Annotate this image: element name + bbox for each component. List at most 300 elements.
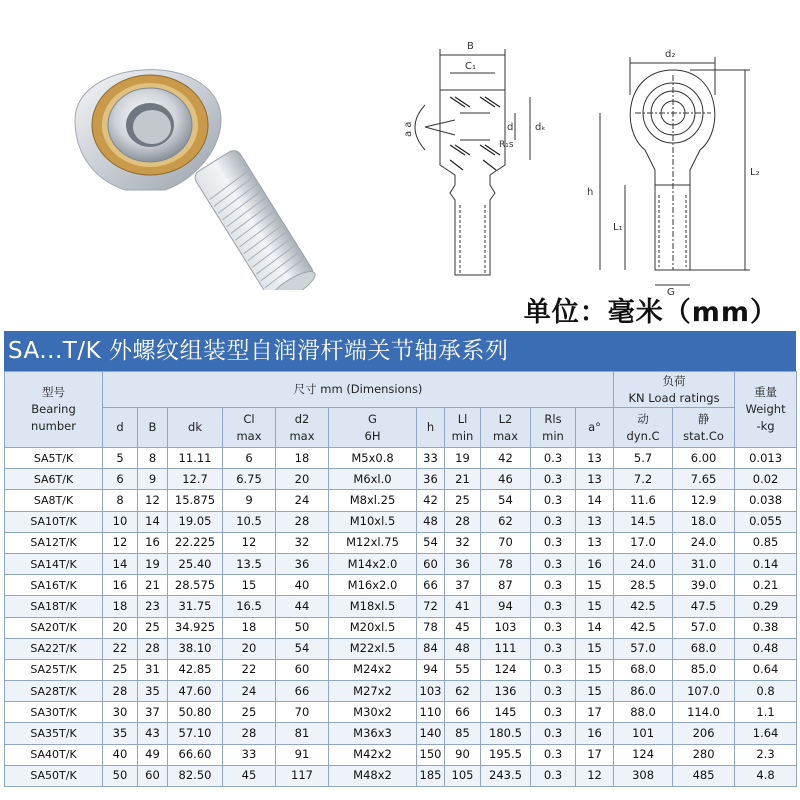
cell-rls: 0.3 [531,702,576,723]
cell-rls: 0.3 [531,575,576,596]
cell-rls: 0.3 [531,638,576,659]
cell-ll: 32 [445,532,481,553]
cell-d: 30 [103,702,138,723]
cell-a: 15 [576,681,614,702]
cell-d2: 81 [276,723,329,744]
header-ll [445,408,481,448]
cell-dk: 19.05 [168,511,223,532]
cell-d: 8 [103,490,138,511]
table-row [5,702,797,723]
header-dimensions: 尺寸 mm (Dimensions) [103,372,614,408]
header-h: h [417,408,445,448]
cell-model: SA14T/K [5,553,103,574]
cell-h: 185 [417,765,445,786]
cell-model: SA12T/K [5,532,103,553]
cell-d: 14 [103,553,138,574]
header-rls [531,408,576,448]
cell-cl: 10.5 [223,511,276,532]
cell-cl: 20 [223,638,276,659]
cell-dk: 50.80 [168,702,223,723]
cell-rls: 0.3 [531,490,576,511]
cell-G: M16x2.0 [329,575,417,596]
header-l2-2: max [492,428,519,443]
cell-l2: 243.5 [481,765,531,786]
label-d: d [507,122,514,133]
cell-rls: 0.3 [531,553,576,574]
cell-a: 14 [576,617,614,638]
cell-model: SA50T/K [5,765,103,786]
cell-stat: 114.0 [673,702,735,723]
cell-stat: 24.0 [673,532,735,553]
illustration-area [0,0,800,335]
cell-cl: 24 [223,681,276,702]
cell-cl: 6 [223,448,276,469]
cell-weight: 0.64 [735,659,797,680]
cell-rls: 0.3 [531,448,576,469]
cell-cl: 13.5 [223,553,276,574]
cell-B: 16 [138,532,168,553]
spec-table-body [5,448,797,787]
cell-d2: 60 [276,659,329,680]
table-row [5,511,797,532]
cell-h: 150 [417,744,445,765]
cell-cl: 22 [223,659,276,680]
cell-l2: 103 [481,617,531,638]
cell-G: M6xl.0 [329,469,417,490]
cell-d: 20 [103,617,138,638]
cell-a: 17 [576,744,614,765]
header-B: B [138,408,168,448]
header-weight-cn: 重量 [754,385,778,399]
cell-l2: 54 [481,490,531,511]
cell-weight: 0.055 [735,511,797,532]
rod-end-photo [55,40,345,290]
cell-model: SA35T/K [5,723,103,744]
cell-model: SA30T/K [5,702,103,723]
cell-rls: 0.3 [531,596,576,617]
cell-h: 48 [417,511,445,532]
cell-G: M36x3 [329,723,417,744]
table-row [5,659,797,680]
cell-h: 42 [417,490,445,511]
label-C1: C₁ [465,61,476,72]
header-dyn [614,408,673,448]
cell-weight: 0.21 [735,575,797,596]
cell-G: M20xl.5 [329,617,417,638]
cell-model: SA8T/K [5,490,103,511]
header-d2 [276,408,329,448]
header-dyn-2: dyn.C [626,428,660,443]
cell-ll: 55 [445,659,481,680]
cell-B: 43 [138,723,168,744]
cell-d: 12 [103,532,138,553]
cell-rls: 0.3 [531,681,576,702]
cell-B: 35 [138,681,168,702]
cell-model: SA28T/K [5,681,103,702]
cell-d: 18 [103,596,138,617]
cell-model: SA16T/K [5,575,103,596]
cell-B: 8 [138,448,168,469]
header-G-1: G [368,411,377,426]
cell-B: 60 [138,765,168,786]
cell-B: 21 [138,575,168,596]
cell-stat: 68.0 [673,638,735,659]
cell-dk: 25.40 [168,553,223,574]
cell-B: 28 [138,638,168,659]
cell-B: 14 [138,511,168,532]
cell-a: 15 [576,575,614,596]
cell-l2: 111 [481,638,531,659]
cell-a: 12 [576,765,614,786]
cell-stat: 280 [673,744,735,765]
cell-a: 15 [576,596,614,617]
cell-B: 12 [138,490,168,511]
header-d: d [103,408,138,448]
cell-ll: 19 [445,448,481,469]
cell-dk: 28.575 [168,575,223,596]
cell-dyn: 88.0 [614,702,673,723]
cell-h: 60 [417,553,445,574]
cell-model: SA22T/K [5,638,103,659]
cell-h: 78 [417,617,445,638]
cell-rls: 0.3 [531,744,576,765]
cell-dk: 34.925 [168,617,223,638]
cell-d: 35 [103,723,138,744]
header-stat [673,408,735,448]
cell-h: 36 [417,469,445,490]
cell-d2: 117 [276,765,329,786]
cell-G: M30x2 [329,702,417,723]
cell-cl: 9 [223,490,276,511]
cell-a: 14 [576,490,614,511]
cell-weight: 0.8 [735,681,797,702]
cell-G: M48x2 [329,765,417,786]
cell-dk: 57.10 [168,723,223,744]
cell-dyn: 124 [614,744,673,765]
cell-d2: 54 [276,638,329,659]
cell-dyn: 42.5 [614,596,673,617]
cell-stat: 107.0 [673,681,735,702]
table-row [5,617,797,638]
header-a: a° [576,408,614,448]
cell-cl: 28 [223,723,276,744]
header-model [5,372,103,448]
cell-rls: 0.3 [531,659,576,680]
cell-G: M22xl.5 [329,638,417,659]
cell-rls: 0.3 [531,617,576,638]
cell-B: 23 [138,596,168,617]
cell-weight: 0.29 [735,596,797,617]
header-load-en: KN Load ratings [628,390,720,405]
header-G [329,408,417,448]
label-L2: L₂ [750,167,760,178]
cell-ll: 62 [445,681,481,702]
cell-dk: 66.60 [168,744,223,765]
header-rls-1: Rls [544,411,562,426]
header-model-cn: 型号 [42,385,65,399]
cell-a: 16 [576,553,614,574]
cell-dk: 15.875 [168,490,223,511]
cell-d: 10 [103,511,138,532]
cell-l2: 94 [481,596,531,617]
cell-ll: 36 [445,553,481,574]
cell-G: M12xl.75 [329,532,417,553]
table-row [5,765,797,786]
cell-ll: 28 [445,511,481,532]
cell-dk: 22.225 [168,532,223,553]
cell-dyn: 28.5 [614,575,673,596]
cell-dyn: 68.0 [614,659,673,680]
cell-ll: 25 [445,490,481,511]
cell-stat: 7.65 [673,469,735,490]
unit-label: 单位：毫米（mm） [523,297,778,328]
cell-stat: 12.9 [673,490,735,511]
header-stat-1: 静 [697,411,710,426]
cell-weight: 1.1 [735,702,797,723]
cell-h: 72 [417,596,445,617]
front-view-drawing [585,45,795,295]
cell-l2: 145 [481,702,531,723]
label-d2: d₂ [665,49,676,60]
header-model-en2: number [31,419,76,433]
cell-ll: 48 [445,638,481,659]
table-row [5,596,797,617]
cell-ll: 21 [445,469,481,490]
cell-ll: 66 [445,702,481,723]
cell-B: 19 [138,553,168,574]
cell-d2: 20 [276,469,329,490]
header-d2-2: max [289,428,315,443]
header-weight-en2: -kg [756,419,775,433]
cell-d: 6 [103,469,138,490]
table-row [5,681,797,702]
cell-G: M24x2 [329,659,417,680]
table-row [5,553,797,574]
cell-d: 16 [103,575,138,596]
label-B: B [467,41,474,52]
cell-a: 16 [576,723,614,744]
cell-model: SA6T/K [5,469,103,490]
cell-cl: 15 [223,575,276,596]
cell-ll: 41 [445,596,481,617]
cell-a: 13 [576,532,614,553]
header-cl-2: max [236,428,262,443]
cell-d2: 24 [276,490,329,511]
cell-a: 13 [576,469,614,490]
table-row [5,638,797,659]
cell-d2: 91 [276,744,329,765]
cell-G: M8xl.25 [329,490,417,511]
cell-dyn: 86.0 [614,681,673,702]
cell-d2: 18 [276,448,329,469]
cell-G: M42x2 [329,744,417,765]
cell-d2: 36 [276,553,329,574]
cell-l2: 136 [481,681,531,702]
header-weight [735,372,797,448]
cell-cl: 33 [223,744,276,765]
spec-table [4,371,797,787]
cell-rls: 0.3 [531,469,576,490]
cell-rls: 0.3 [531,765,576,786]
header-rls-2: min [542,428,564,443]
header-cl [223,408,276,448]
cell-model: SA10T/K [5,511,103,532]
cell-a: 17 [576,702,614,723]
cell-B: 9 [138,469,168,490]
table-row [5,532,797,553]
cell-dyn: 101 [614,723,673,744]
header-model-en1: Bearing [31,402,76,416]
cell-l2: 46 [481,469,531,490]
cell-weight: 0.013 [735,448,797,469]
cell-G: M27x2 [329,681,417,702]
cell-dyn: 7.2 [614,469,673,490]
cell-a: 15 [576,659,614,680]
cell-l2: 195.5 [481,744,531,765]
cell-cl: 18 [223,617,276,638]
label-L1: L₁ [613,222,623,233]
label-dk: dₖ [535,122,546,133]
cell-weight: 0.14 [735,553,797,574]
cell-stat: 39.0 [673,575,735,596]
cell-h: 84 [417,638,445,659]
cell-cl: 6.75 [223,469,276,490]
side-section-drawing [395,35,575,295]
table-row [5,469,797,490]
header-stat-2: stat.Co [683,428,724,443]
cell-weight: 1.64 [735,723,797,744]
cell-l2: 78 [481,553,531,574]
cell-d: 5 [103,448,138,469]
cell-G: M5x0.8 [329,448,417,469]
cell-cl: 12 [223,532,276,553]
cell-stat: 18.0 [673,511,735,532]
cell-stat: 47.5 [673,596,735,617]
table-row [5,744,797,765]
header-l2-1: L2 [498,411,513,426]
cell-G: M10xl.5 [329,511,417,532]
cell-G: M18xl.5 [329,596,417,617]
label-R1s: R₁s [499,140,514,150]
cell-stat: 206 [673,723,735,744]
header-G-2: 6H [364,428,381,443]
cell-d2: 44 [276,596,329,617]
header-ll-2: min [451,428,474,443]
header-weight-en1: Weight [745,402,786,416]
cell-stat: 31.0 [673,553,735,574]
cell-B: 31 [138,659,168,680]
header-cl-1: Cl [243,411,255,426]
cell-l2: 42 [481,448,531,469]
cell-dyn: 57.0 [614,638,673,659]
cell-ll: 105 [445,765,481,786]
cell-h: 54 [417,532,445,553]
cell-d2: 70 [276,702,329,723]
cell-dk: 82.50 [168,765,223,786]
cell-l2: 180.5 [481,723,531,744]
cell-dyn: 11.6 [614,490,673,511]
cell-weight: 2.3 [735,744,797,765]
cell-dk: 42.85 [168,659,223,680]
cell-ll: 85 [445,723,481,744]
cell-weight: 0.038 [735,490,797,511]
cell-dyn: 14.5 [614,511,673,532]
cell-dk: 11.11 [168,448,223,469]
cell-dyn: 42.5 [614,617,673,638]
cell-h: 94 [417,659,445,680]
cell-d: 25 [103,659,138,680]
cell-weight: 0.85 [735,532,797,553]
cell-d: 40 [103,744,138,765]
header-dk: dk [168,408,223,448]
cell-ll: 37 [445,575,481,596]
cell-stat: 485 [673,765,735,786]
cell-dk: 38.10 [168,638,223,659]
cell-stat: 57.0 [673,617,735,638]
header-ll-1: Ll [457,411,468,426]
cell-ll: 90 [445,744,481,765]
cell-a: 13 [576,511,614,532]
cell-model: SA20T/K [5,617,103,638]
cell-stat: 85.0 [673,659,735,680]
cell-l2: 70 [481,532,531,553]
cell-G: M14x2.0 [329,553,417,574]
cell-d: 22 [103,638,138,659]
cell-a: 13 [576,448,614,469]
cell-d2: 32 [276,532,329,553]
cell-l2: 62 [481,511,531,532]
cell-h: 103 [417,681,445,702]
cell-cl: 25 [223,702,276,723]
cell-dyn: 5.7 [614,448,673,469]
table-title: SA...T/K 外螺纹组装型自润滑杆端关节轴承系列 [4,331,796,371]
cell-weight: 0.48 [735,638,797,659]
cell-rls: 0.3 [531,532,576,553]
cell-weight: 0.38 [735,617,797,638]
cell-B: 37 [138,702,168,723]
cell-cl: 16.5 [223,596,276,617]
cell-a: 15 [576,638,614,659]
cell-model: SA25T/K [5,659,103,680]
cell-d2: 28 [276,511,329,532]
cell-dyn: 17.0 [614,532,673,553]
cell-d2: 66 [276,681,329,702]
cell-rls: 0.3 [531,511,576,532]
cell-h: 110 [417,702,445,723]
cell-d2: 50 [276,617,329,638]
table-row [5,490,797,511]
cell-weight: 4.8 [735,765,797,786]
table-row [5,575,797,596]
label-h: h [587,187,594,198]
cell-dk: 12.7 [168,469,223,490]
cell-model: SA18T/K [5,596,103,617]
cell-ll: 45 [445,617,481,638]
header-l2 [481,408,531,448]
cell-h: 33 [417,448,445,469]
label-G: G [667,287,675,295]
cell-dyn: 24.0 [614,553,673,574]
cell-d: 50 [103,765,138,786]
cell-cl: 45 [223,765,276,786]
cell-model: SA40T/K [5,744,103,765]
header-load [614,372,735,408]
cell-stat: 6.00 [673,448,735,469]
header-dyn-1: 动 [637,411,649,426]
header-d2-1: d2 [294,411,310,426]
cell-d2: 40 [276,575,329,596]
table-row [5,723,797,744]
